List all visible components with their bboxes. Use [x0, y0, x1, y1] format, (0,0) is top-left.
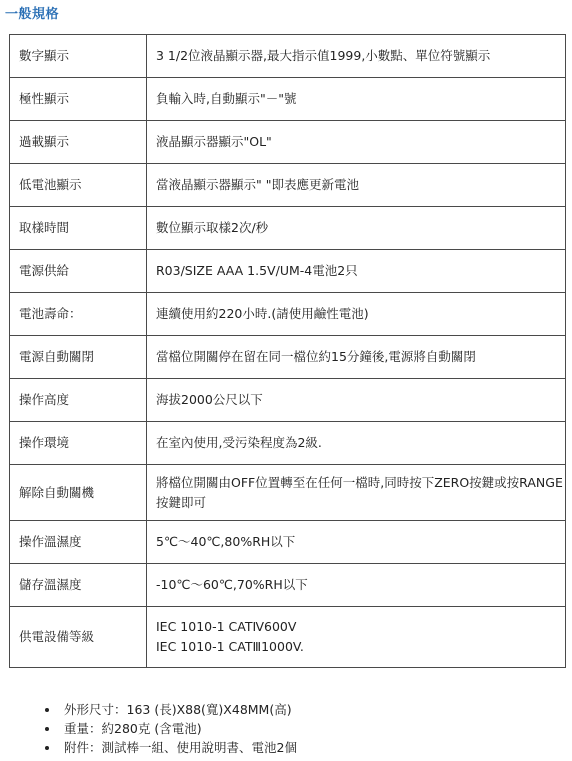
table-row [10, 379, 566, 422]
table-row [10, 607, 566, 668]
row-value-battery-life: 連續使用約220小時.(請使用鹼性電池) [147, 293, 566, 336]
row-label-display: 數字顯示 [10, 35, 147, 78]
row-value-sampling: 數位顯示取樣2次/秒 [147, 207, 566, 250]
row-label-safety-category: 供電設備等級 [10, 607, 147, 668]
row-label-low-battery: 低電池顯示 [10, 164, 147, 207]
row-value-power-supply: R03/SIZE AAA 1.5V/UM-4電池2只 [147, 250, 566, 293]
table-row [10, 250, 566, 293]
row-value-altitude: 海拔2000公尺以下 [147, 379, 566, 422]
table-row [10, 465, 566, 521]
table-row [10, 422, 566, 465]
list-item: • 重量：約280克 (含電池) [60, 719, 297, 738]
section-title: 一般規格 [5, 7, 60, 22]
row-label-overload: 過載顯示 [10, 121, 147, 164]
spec-table [9, 34, 566, 668]
table-row [10, 521, 566, 564]
table-row [10, 336, 566, 379]
row-label-battery-life: 電池壽命： [10, 293, 147, 336]
row-value-operating-temp: 5℃～40℃,80%RH以下 [147, 521, 566, 564]
row-label-storage-temp: 儲存溫濕度 [10, 564, 147, 607]
row-label-altitude: 操作高度 [10, 379, 147, 422]
row-value-safety-category [147, 607, 566, 668]
row-label-polarity: 極性顯示 [10, 78, 147, 121]
row-value-display: 3 1/2位液晶顯示器,最大指示值1999,小數點、單位符號顯示 [147, 35, 566, 78]
row-value-polarity: 負輸入時,自動顯示"－"號 [147, 78, 566, 121]
list-item: • 附件：測試棒一組、使用說明書、電池2個 [60, 738, 297, 757]
row-value-environment: 在室內使用,受污染程度為2級. [147, 422, 566, 465]
row-value-auto-power-off: 當檔位開關停在留在同一檔位約15分鐘後,電源將自動關閉 [147, 336, 566, 379]
row-label-environment: 操作環境 [10, 422, 147, 465]
row-label-sampling: 取樣時間 [10, 207, 147, 250]
row-value-storage-temp: -10℃～60℃,70%RH以下 [147, 564, 566, 607]
list-item: • 外形尺寸：163 (長)X88(寬)X48MM(高) [60, 700, 297, 719]
safety-category-line: IEC 1010-1 CATⅢ1000V. [156, 639, 304, 654]
table-row [10, 35, 566, 78]
row-label-auto-power-off: 電源自動關閉 [10, 336, 147, 379]
row-label-power-supply: 電源供給 [10, 250, 147, 293]
table-row [10, 78, 566, 121]
table-row [10, 564, 566, 607]
table-row [10, 121, 566, 164]
table-row [10, 293, 566, 336]
safety-category-line: IEC 1010-1 CATⅣ600V [156, 619, 297, 634]
notes-list [44, 700, 297, 757]
row-label-operating-temp: 操作溫濕度 [10, 521, 147, 564]
row-label-disable-auto-off: 解除自動關機 [10, 465, 147, 521]
row-value-disable-auto-off: 將檔位開關由OFF位置轉至在任何一檔時,同時按下ZERO按鍵或按RANGE按鍵即可 [147, 465, 566, 521]
table-row [10, 207, 566, 250]
table-row [10, 164, 566, 207]
row-value-overload: 液晶顯示器顯示"OL" [147, 121, 566, 164]
row-value-low-battery: 當液晶顯示器顯示" "即表應更新電池 [147, 164, 566, 207]
